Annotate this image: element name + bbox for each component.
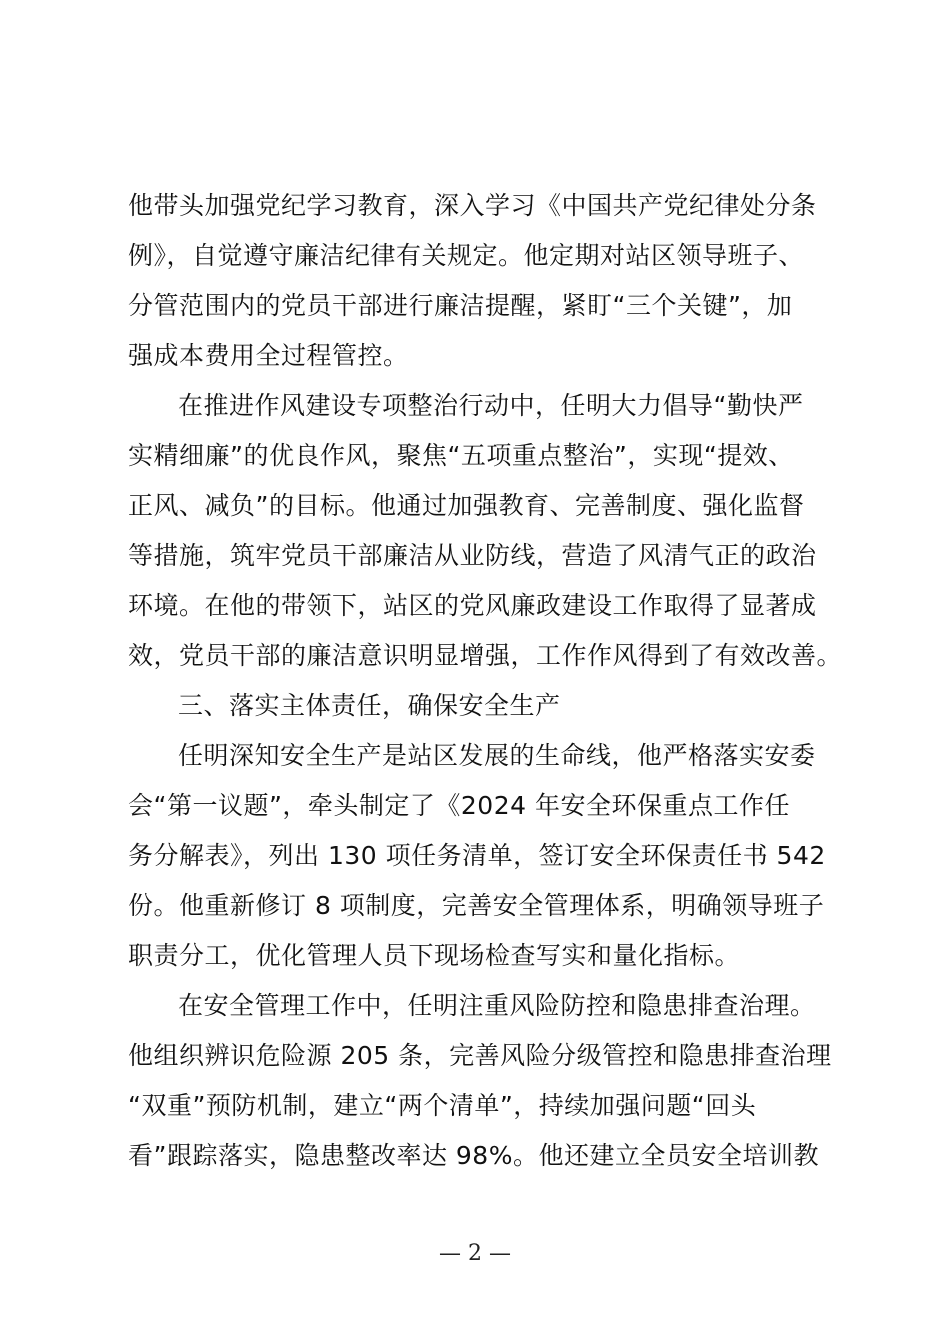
body-line: 他组织辨识危险源 205 条，完善风险分级管控和隐患排查治理 bbox=[128, 1041, 832, 1070]
body-line: 强成本费用全过程管控。 bbox=[128, 341, 409, 370]
body-line: 等措施，筑牢党员干部廉洁从业防线，营造了风清气正的政治 bbox=[128, 541, 817, 570]
body-line: 分管范围内的党员干部进行廉洁提醒，紧盯“三个关键”，加 bbox=[128, 291, 793, 320]
body-line: 看”跟踪落实，隐患整改率达 98%。他还建立全员安全培训教 bbox=[128, 1141, 819, 1170]
body-line: 实精细廉”的优良作风，聚焦“五项重点整治”，实现“提效、 bbox=[128, 441, 794, 470]
body-line: “双重”预防机制，建立“两个清单”，持续加强问题“回头 bbox=[128, 1091, 757, 1120]
paragraph-first-line: 在安全管理工作中，任明注重风险防控和隐患排查治理。 bbox=[178, 991, 816, 1020]
body-line: 份。他重新修订 8 项制度，完善安全管理体系，明确领导班子 bbox=[128, 891, 825, 920]
body-line: 环境。在他的带领下，站区的党风廉政建设工作取得了显著成 bbox=[128, 591, 817, 620]
body-line: 职责分工，优化管理人员下现场检查写实和量化指标。 bbox=[128, 941, 741, 970]
body-line: 效，党员干部的廉洁意识明显增强，工作作风得到了有效改善。 bbox=[128, 641, 843, 670]
paragraph-first-line: 任明深知安全生产是站区发展的生命线，他严格落实安委 bbox=[178, 741, 816, 770]
paragraph-first-line: 在推进作风建设专项整治行动中，任明大力倡导“勤快严 bbox=[178, 391, 804, 420]
page-number: — 2 — bbox=[439, 1241, 511, 1266]
body-line: 他带头加强党纪学习教育，深入学习《中国共产党纪律处分条 bbox=[128, 191, 817, 220]
section-heading: 三、落实主体责任，确保安全生产 bbox=[178, 691, 561, 720]
body-line: 务分解表》，列出 130 项任务清单，签订安全环保责任书 542 bbox=[128, 841, 826, 870]
body-line: 会“第一议题”，牵头制定了《2024 年安全环保重点工作任 bbox=[128, 791, 790, 820]
body-line: 正风、减负”的目标。他通过加强教育、完善制度、强化监督 bbox=[128, 491, 805, 520]
body-line: 例》，自觉遵守廉洁纪律有关规定。他定期对站区领导班子、 bbox=[128, 241, 805, 270]
